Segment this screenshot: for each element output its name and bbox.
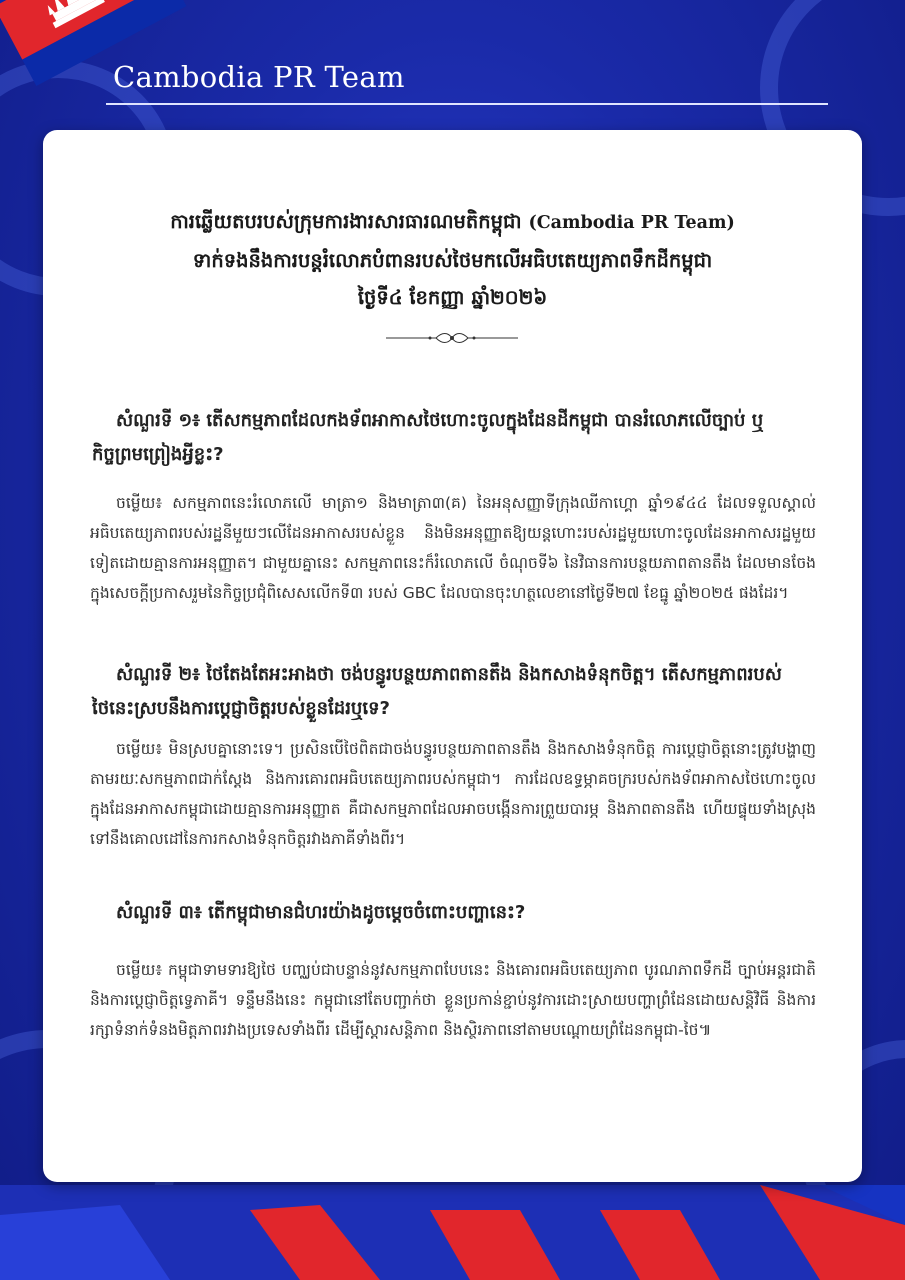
header-title: Cambodia PR Team	[113, 60, 405, 94]
question-1-line-2: កិច្ចព្រមព្រៀងអ្វីខ្លះ?	[92, 444, 224, 465]
title-date: ថ្ងៃទី៤ ខែកញ្ញា ឆ្នាំ២០២៦	[357, 286, 548, 309]
header-divider	[106, 103, 828, 105]
answer-1: ចម្លើយ៖ សកម្មភាពនេះរំលោភលើ មាត្រា១ និងមាត្រា៣(គ) នៃអនុសញ្ញាទីក្រុងឈីកាហ្គោ ឆ្នាំ១៩៤៤ ដែលទទួលស្គាល់អធិបតេយ្យភាពរបស់រដ្ឋនីមួយៗលើដែនអាកាសរបស់ខ្លួន និងមិនអនុញ្ញាតឱ្យយន្តហោះរបស់រដ្ឋមួយហោះចូលដែនអាកាសរដ្ឋមួយទៀតដោយគ្មានការអនុញ្ញាត។ ជាមួយគ្នានេះ សកម្មភាពនេះក៏រំលោភលើ ចំណុចទី៦ នៃវិធានការបន្ថយភាពតានតឹង ដែលមានចែងក្នុងសេចក្ដីប្រកាសរួមនៃកិច្ចប្រជុំពិសេសលើកទី៣ របស់ GBC ដែលបានចុះហត្ថលេខានៅថ្ងៃទី២៧ ខែធ្នូ ឆ្នាំ២០២៥ ផងដែរ។	[90, 494, 816, 602]
question-3	[116, 896, 816, 930]
title-line-1-khmer: ការឆ្លើយតបរបស់ក្រុមការងារសារធារណមតិកម្ពុជា	[170, 210, 522, 233]
divider-ornament-icon	[384, 331, 520, 345]
question-2	[92, 658, 816, 726]
question-1	[92, 404, 816, 472]
question-3-line-1: សំណួរទី ៣៖ តើកម្ពុជាមានជំហរយ៉ាងដូចម្ដេចចំពោះបញ្ហានេះ?	[116, 902, 526, 923]
title-line-1-latin: (Cambodia PR Team)	[528, 213, 735, 233]
question-1-line-1: សំណួរទី ១៖ តើសកម្មភាពដែលកងទ័ពអាកាសថៃហោះចូលក្នុងដែនដីកម្ពុជា បានរំលោភលើច្បាប់ ឬ	[116, 410, 764, 431]
question-2-line-1: សំណួរទី ២៖ ថៃតែងតែអះអាងថា ចង់បន្ធូរបន្ថយភាពតានតឹង និងកសាងទំនុកចិត្ត។ តើសកម្មភាពរបស់	[116, 664, 782, 685]
answer-3: ចម្លើយ៖ កម្ពុជាទាមទារឱ្យថៃ បញ្ឈប់ជាបន្ទាន់នូវសកម្មភាពបែបនេះ និងគោរពអធិបតេយ្យភាព បូរណភាពទឹកដី ច្បាប់អន្តរជាតិ និងការប្ដេជ្ញាចិត្តទ្វេភាគី។ ទន្ទឹមនឹងនេះ កម្ពុជានៅតែបញ្ជាក់ថា ខ្លួនប្រកាន់ខ្ជាប់នូវការដោះស្រាយបញ្ហាព្រំដែនដោយសន្តិវិធី និងការរក្សាទំនាក់ទំនងមិត្តភាពរវាងប្រទេសទាំងពីរ ដើម្បីស្ដារសន្តិភាព និងស្ថិរភាពនៅតាមបណ្ដោយព្រំដែនកម្ពុជា-ថៃ៕	[90, 961, 816, 1039]
title-line-2: ទាក់ទងនឹងការបន្តរំលោភបំពានរបស់ថៃមកលើអធិបតេយ្យភាពទឹកដីកម្ពុជា	[192, 249, 713, 272]
bottom-flag-stripes	[0, 1185, 905, 1280]
title-line-1	[0, 203, 905, 242]
question-2-line-2: ថៃនេះស្របនឹងការប្ដេជ្ញាចិត្តរបស់ខ្លួនដែរឬទេ?	[92, 698, 390, 719]
answer-2: ចម្លើយ៖ មិនស្របគ្នានោះទេ។ ប្រសិនបើថៃពិតជាចង់បន្ធូរបន្ថយភាពតានតឹង និងកសាងទំនុកចិត្ត ការប្ដេជ្ញាចិត្តនោះត្រូវបង្ហាញតាមរយៈសកម្មភាពជាក់ស្ដែង និងការគោរពអធិបតេយ្យភាពរបស់កម្ពុជា។ ការដែលឧទ្ធម្ភាគចក្ររបស់កងទ័ពអាកាសថៃហោះចូលក្នុងដែនអាកាសកម្ពុជាដោយគ្មានការអនុញ្ញាត គឺជាសកម្មភាពដែលអាចបង្កើនការព្រួយបារម្ភ និងភាពតានតឹង ហើយផ្ទុយទាំងស្រុងទៅនឹងគោលដៅនៃការកសាងទំនុកចិត្តរវាងភាគីទាំងពីរ។	[90, 740, 816, 848]
document-title	[0, 203, 905, 316]
